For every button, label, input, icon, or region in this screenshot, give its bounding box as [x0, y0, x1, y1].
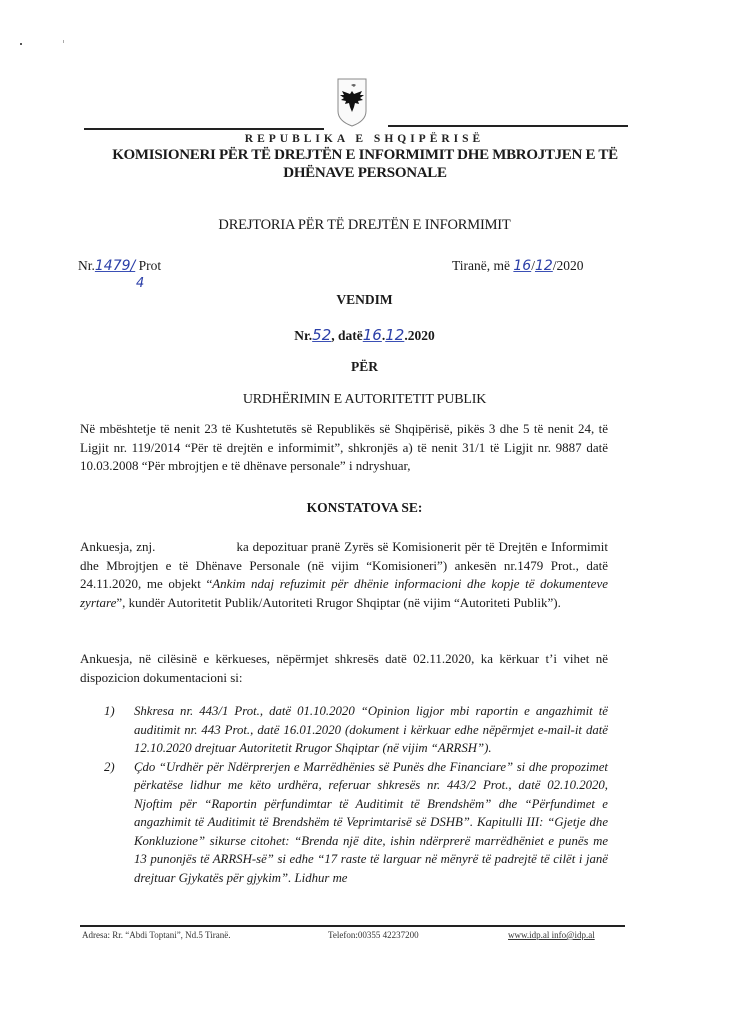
date-day-handwritten: 16	[513, 258, 532, 274]
scan-speck	[63, 40, 64, 43]
decision-nr-prefix: Nr.	[294, 328, 313, 343]
directorate-name: DREJTORIA PËR TË DREJTËN E INFORMIMIT	[218, 217, 511, 233]
decision-date-prefix: , datë	[331, 328, 363, 343]
decision-title: VENDIM	[336, 292, 393, 307]
request-paragraph: Ankuesja, në cilësinë e kërkueses, nëpërmjet shkresës datë 02.11.2020, ka kërkuar t’i vihet në dispozicion dokumentacioni si:	[80, 651, 608, 685]
footer-rule	[80, 925, 625, 927]
requested-items-list	[104, 702, 608, 887]
list-item-text: Çdo “Urdhër për Ndërprerjen e Marrëdhënies së Punës dhe Financiare” si dhe propozimet përkatëse lidhur me këto urdhëra, referuar shkresës nr. 443/2 Prot., datë 02.10.2020, Njoftim për “Raportin përfundimtar të Auditimit të Brendshëm” dhe “Përfundimet e angazhimit të Auditimit të Brendshëm të Veprimtarisë së DSHB”. Kapitulli III: “Gjetje dhe Konkluzione” sikurse citohet: “Brenda një dite, ishin ndërprerë marrëdhëniet e punës me 13 punonjës të ARRSH-së” si edhe “17 raste të larguar në mënyrë të padrejtë të cilët i janë drejtuar Gjykatës për gjykim”. Lidhur me	[134, 759, 608, 885]
decision-nr-handwritten: 52	[312, 326, 332, 344]
institution-name: KOMISIONERI PËR TË DREJTËN E INFORMIMIT DHE MBROJTJEN E TË DHËNAVE PERSONALE	[112, 147, 618, 181]
list-item-number: 1)	[104, 704, 115, 718]
list-item-number: 2)	[104, 759, 115, 774]
decision-month-handwritten: 12	[385, 326, 405, 344]
country-name: REPUBLIKA E SHQIPËRISË	[244, 133, 485, 145]
complaint-text-2: ”, kundër Autoritetit Publik/Autoriteti Rrugor Shqiptar (në vijim “Autoriteti Publik”).	[116, 594, 561, 610]
date-year: /2020	[552, 258, 584, 273]
albanian-eagle-coat-of-arms-icon	[336, 77, 368, 127]
complaint-paragraph	[80, 538, 612, 612]
protocol-nr-handwritten-sub: 4	[136, 276, 145, 291]
decision-number-line: Nr.52, datë16.12.2020	[294, 326, 435, 344]
list-item	[104, 758, 608, 888]
header-rule-right	[388, 125, 628, 127]
date-month-handwritten: 12	[534, 258, 553, 274]
protocol-nr-handwritten: 1479/	[94, 258, 136, 274]
place-date: Tiranë, më 16/12/2020	[452, 258, 584, 274]
decision-day-handwritten: 16	[362, 326, 382, 344]
footer-phone: Telefon:00355 42237200	[328, 930, 419, 940]
scan-speck	[20, 43, 22, 45]
decision-per: PËR	[351, 359, 378, 374]
footer-address: Adresa: Rr. “Abdi Toptani”, Nd.5 Tiranë.	[82, 930, 231, 940]
place-prefix: Tiranë, më	[452, 258, 510, 273]
decision-subject: URDHËRIMIN E AUTORITETIT PUBLIK	[242, 392, 487, 407]
header-rule-left	[84, 128, 324, 130]
list-item	[104, 702, 608, 758]
complaint-object: Ankim ndaj refuzimit për dhënie informacioni dhe kopje të dokumenteve zyrtare	[80, 576, 608, 610]
findings-heading: KONSTATOVA SE:	[306, 500, 423, 515]
legal-basis-paragraph: Në mbështetje të nenit 23 të Kushtetutës së Republikës së Shqipërisë, pikës 3 dhe 5 të nenit 24, të Ligjit nr. 119/2014 “Për të drejtën e informimit”, shkronjës a) të nenit 31/1 të Ligjit nr. 9887 datë 10.03.2008 “Për mbrojtjen e të dhënave personale” i ndryshuar,	[80, 421, 608, 473]
complaint-text-1: Ankuesja, znj. ka depozituar pranë Zyrës së Komisionerit për të Drejtën e Informimit dhe Mbrojtjen e të Dhënave Personale (në vijim “Komisioneri”) ankesën nr.1479 Prot., datë 24.11.2020, me objekt “	[80, 539, 612, 591]
protocol-nr-suffix: Prot	[138, 258, 162, 273]
list-item-text: Shkresa nr. 443/1 Prot., datë 01.10.2020 “Opinion ligjor mbi raportin e angazhimit të auditimit nr. 443 Prot., datë 16.01.2020 (dokument i kërkuar edhe nëpërmjet e-mail-it datë 12.10.2020 drejtuar Autoritetit Rrugor Shqiptar (në vijim “ARRSH”).	[134, 704, 608, 755]
decision-year: .2020	[404, 328, 435, 343]
protocol-nr-prefix: Nr.	[78, 258, 95, 273]
protocol-number	[78, 258, 161, 274]
footer-links[interactable]: www.idp.al info@idp.al	[508, 930, 595, 940]
